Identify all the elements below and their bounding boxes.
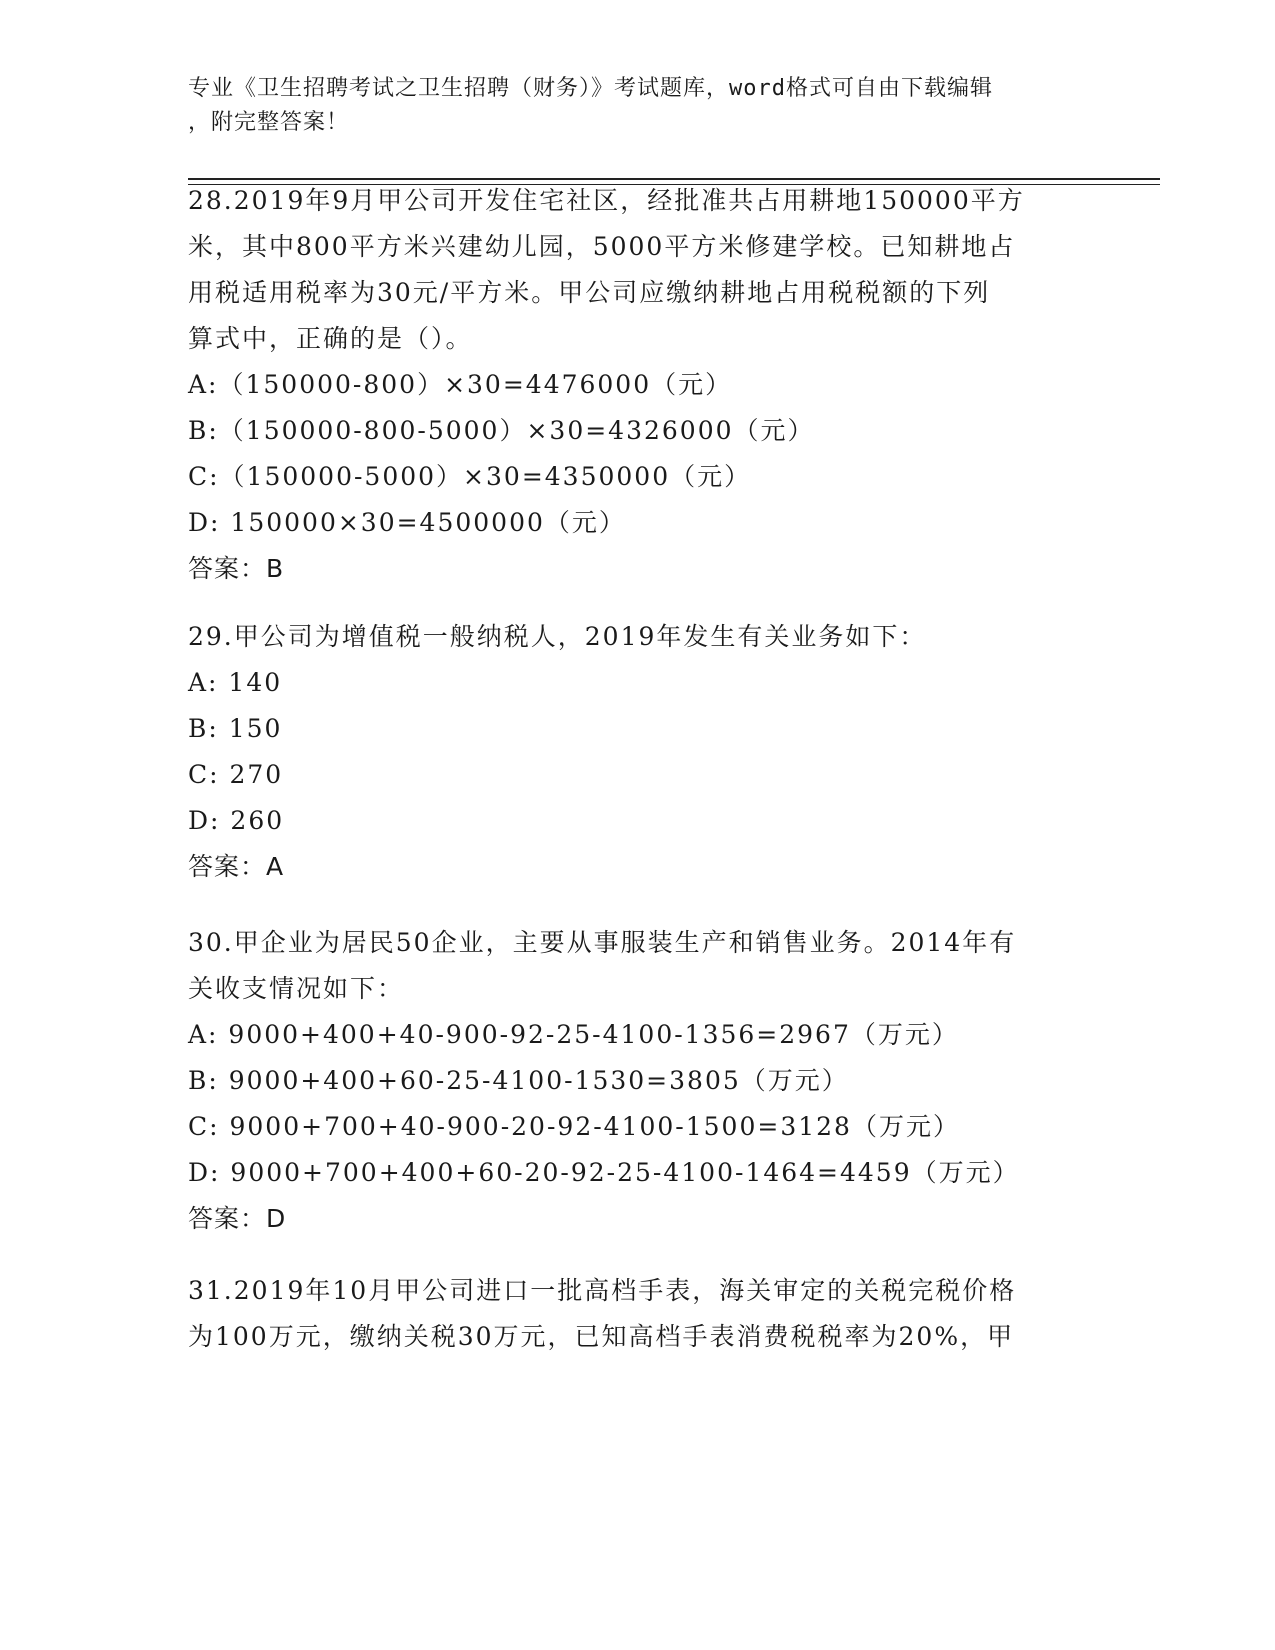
question-stem-line: 关收支情况如下： bbox=[188, 974, 405, 1003]
option-b: B: 150 bbox=[188, 714, 283, 743]
question-stem-line: 用税适用税率为30元/平方米。甲公司应缴纳耕地占用税税额的下列 bbox=[188, 278, 991, 307]
question-stem-line: 28.2019年9月甲公司开发住宅社区，经批准共占用耕地150000平方 bbox=[188, 186, 1025, 215]
answer-line: 答案：D bbox=[188, 1204, 287, 1233]
question-31 bbox=[188, 1268, 1088, 1360]
option-c: C:（150000-5000）×30=4350000（元） bbox=[188, 462, 752, 491]
option-b: B:（150000-800-5000）×30=4326000（元） bbox=[188, 416, 815, 445]
option-c: C: 270 bbox=[188, 760, 284, 789]
option-a: A: 9000+400+40-900-92-25-4100-1356=2967（万元） bbox=[188, 1020, 959, 1049]
question-stem-line: 米，其中800平方米兴建幼儿园，5000平方米修建学校。已知耕地占 bbox=[188, 232, 1016, 261]
question-stem-line: 为100万元，缴纳关税30万元，已知高档手表消费税税率为20%，甲 bbox=[188, 1322, 1015, 1351]
question-stem-line: 30.甲企业为居民50企业，主要从事服装生产和销售业务。2014年有 bbox=[188, 928, 1017, 957]
header-line-1: 专业《卫生招聘考试之卫生招聘（财务）》考试题库，word格式可自由下载编辑 bbox=[188, 76, 993, 101]
document-header bbox=[188, 72, 1068, 140]
answer-line: 答案：A bbox=[188, 852, 285, 881]
header-line-2: ，附完整答案！ bbox=[188, 110, 350, 135]
question-30 bbox=[188, 920, 1088, 1242]
option-a: A: 140 bbox=[188, 668, 283, 697]
option-b: B: 9000+400+60-25-4100-1530=3805（万元） bbox=[188, 1066, 849, 1095]
option-d: D: 9000+700+400+60-20-92-25-4100-1464=4459（万元） bbox=[188, 1158, 1020, 1187]
question-29 bbox=[188, 614, 1088, 890]
answer-line: 答案：B bbox=[188, 554, 285, 583]
option-c: C: 9000+700+40-900-20-92-4100-1500=3128（万元） bbox=[188, 1112, 960, 1141]
option-d: D: 260 bbox=[188, 806, 285, 835]
question-stem-line: 31.2019年10月甲公司进口一批高档手表，海关审定的关税完税价格 bbox=[188, 1276, 1017, 1305]
question-stem-line: 29.甲公司为增值税一般纳税人，2019年发生有关业务如下： bbox=[188, 622, 927, 651]
option-d: D: 150000×30=4500000（元） bbox=[188, 508, 626, 537]
question-28 bbox=[188, 178, 1088, 592]
option-a: A:（150000-800）×30=4476000（元） bbox=[188, 370, 733, 399]
question-stem-line: 算式中，正确的是（）。 bbox=[188, 324, 473, 353]
